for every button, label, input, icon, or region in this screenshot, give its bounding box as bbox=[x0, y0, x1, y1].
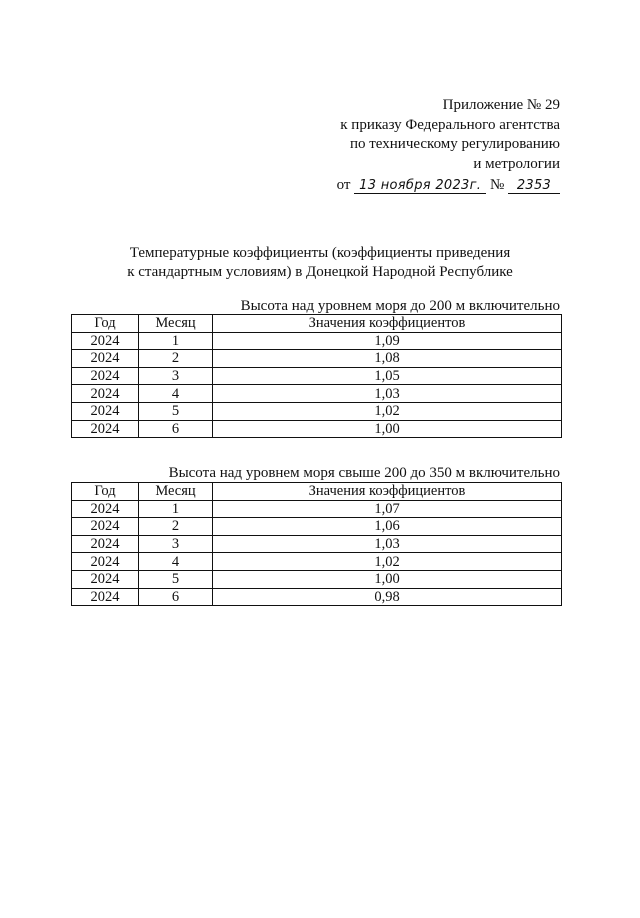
table-row bbox=[72, 570, 562, 588]
from-label: от bbox=[336, 177, 351, 193]
cell-year: 2024 bbox=[72, 570, 139, 588]
header-month: Месяц bbox=[139, 483, 213, 501]
cell-month: 5 bbox=[139, 570, 213, 588]
title-line-1: Температурные коэффициенты (коэффициенты приведения bbox=[129, 245, 511, 261]
handwritten-date: 13 ноября 2023г. bbox=[354, 179, 486, 194]
cell-month: 2 bbox=[139, 518, 213, 536]
coefficients-table-1 bbox=[71, 314, 562, 438]
header-coefficient: Значения коэффициентов bbox=[213, 315, 562, 333]
cell-coefficient: 1,02 bbox=[213, 402, 562, 420]
cell-month: 6 bbox=[139, 420, 213, 438]
cell-coefficient: 1,03 bbox=[213, 385, 562, 403]
appendix-metrology-line: и метрологии bbox=[473, 155, 560, 172]
cell-year: 2024 bbox=[72, 402, 139, 420]
cell-month: 1 bbox=[139, 332, 213, 350]
table-row bbox=[72, 367, 562, 385]
table-row bbox=[72, 500, 562, 518]
cell-month: 5 bbox=[139, 402, 213, 420]
cell-year: 2024 bbox=[72, 350, 139, 368]
table-1-caption: Высота над уровнем моря до 200 м включительно bbox=[240, 298, 560, 314]
cell-month: 6 bbox=[139, 588, 213, 606]
table-header-row bbox=[72, 315, 562, 333]
header-coefficient: Значения коэффициентов bbox=[213, 483, 562, 501]
appendix-order-ref: к приказу Федерального агентства bbox=[340, 116, 560, 133]
header-year: Год bbox=[72, 315, 139, 333]
cell-year: 2024 bbox=[72, 420, 139, 438]
header-month: Месяц bbox=[139, 315, 213, 333]
cell-coefficient: 1,09 bbox=[213, 332, 562, 350]
cell-coefficient: 1,07 bbox=[213, 500, 562, 518]
appendix-header bbox=[300, 96, 560, 196]
table-row bbox=[72, 402, 562, 420]
title-line-2: к стандартным условиям) в Донецкой Народной Республике bbox=[127, 264, 513, 280]
cell-coefficient: 1,05 bbox=[213, 367, 562, 385]
cell-year: 2024 bbox=[72, 553, 139, 571]
cell-year: 2024 bbox=[72, 535, 139, 553]
cell-year: 2024 bbox=[72, 385, 139, 403]
number-sign: № bbox=[489, 177, 505, 193]
table-row bbox=[72, 385, 562, 403]
table-row bbox=[72, 535, 562, 553]
table-row bbox=[72, 518, 562, 536]
cell-month: 1 bbox=[139, 500, 213, 518]
cell-month: 3 bbox=[139, 535, 213, 553]
cell-year: 2024 bbox=[72, 518, 139, 536]
order-date-line bbox=[300, 176, 560, 196]
table-2-caption: Высота над уровнем моря свыше 200 до 350 м включительно bbox=[168, 465, 560, 481]
cell-month: 4 bbox=[139, 553, 213, 571]
table-row bbox=[72, 350, 562, 368]
cell-year: 2024 bbox=[72, 588, 139, 606]
cell-year: 2024 bbox=[72, 500, 139, 518]
cell-coefficient: 1,08 bbox=[213, 350, 562, 368]
document-title bbox=[100, 244, 540, 282]
appendix-agency-line: по техническому регулированию bbox=[349, 136, 560, 152]
cell-month: 4 bbox=[139, 385, 213, 403]
cell-year: 2024 bbox=[72, 367, 139, 385]
table-row bbox=[72, 420, 562, 438]
cell-month: 3 bbox=[139, 367, 213, 385]
cell-coefficient: 1,00 bbox=[213, 420, 562, 438]
handwritten-order-number: 2353 bbox=[508, 179, 560, 194]
header-year: Год bbox=[72, 483, 139, 501]
appendix-number: Приложение № 29 bbox=[442, 97, 560, 113]
table-header-row bbox=[72, 483, 562, 501]
cell-coefficient: 0,98 bbox=[213, 588, 562, 606]
cell-coefficient: 1,06 bbox=[213, 518, 562, 536]
cell-year: 2024 bbox=[72, 332, 139, 350]
cell-month: 2 bbox=[139, 350, 213, 368]
table-row bbox=[72, 553, 562, 571]
coefficients-table-2 bbox=[71, 482, 562, 606]
cell-coefficient: 1,02 bbox=[213, 553, 562, 571]
cell-coefficient: 1,03 bbox=[213, 535, 562, 553]
table-row bbox=[72, 588, 562, 606]
cell-coefficient: 1,00 bbox=[213, 570, 562, 588]
table-row bbox=[72, 332, 562, 350]
